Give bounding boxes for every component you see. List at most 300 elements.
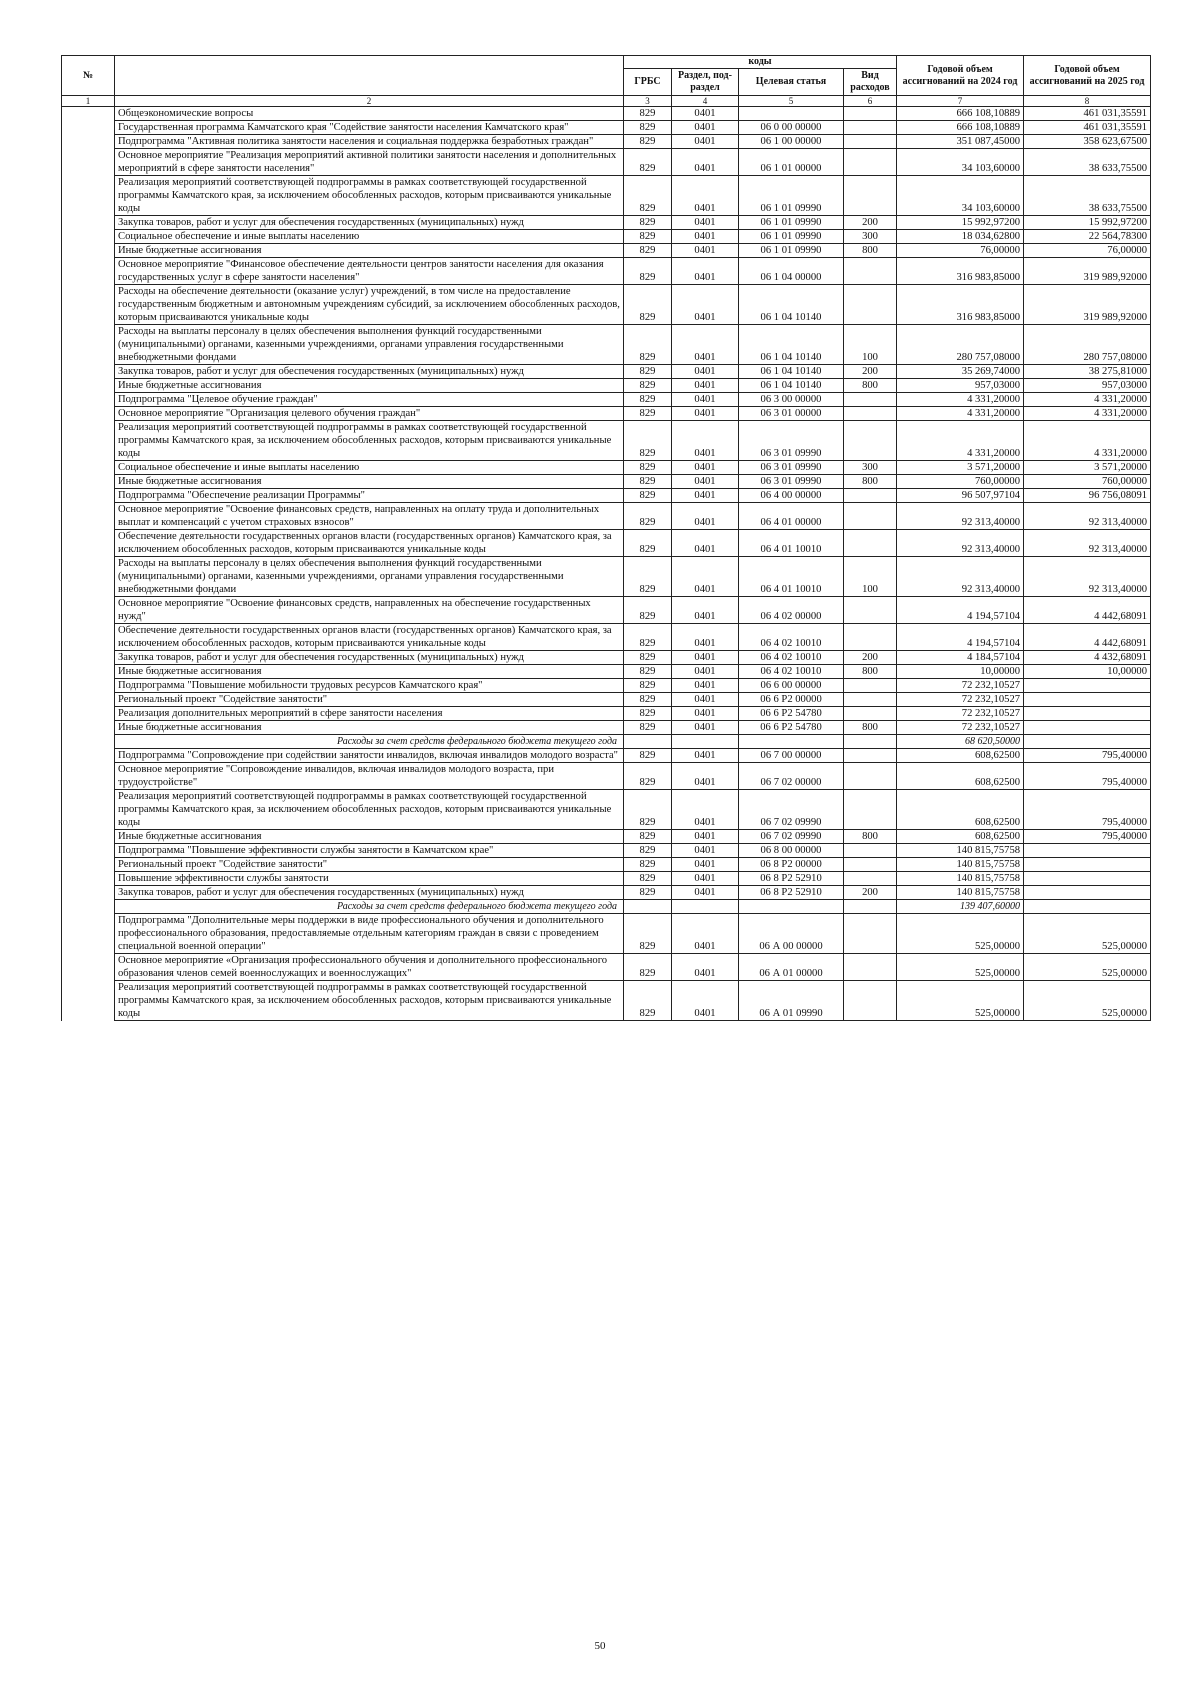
row-target: 06 1 01 09990 — [739, 244, 844, 258]
row-amount-2025: 525,00000 — [1024, 981, 1151, 1021]
row-section: 0401 — [672, 475, 739, 489]
row-amount-2024: 280 757,08000 — [897, 325, 1024, 365]
row-vid — [844, 393, 897, 407]
row-no-cell — [62, 749, 115, 763]
row-name: Подпрограмма "Дополнительные меры поддержки в виде профессионального обучения и дополнительного профессионального образования, предоставляемые отдельным категориям граждан в связи с проведением специальной военной операции" — [115, 914, 624, 954]
row-target: 06 3 01 09990 — [739, 475, 844, 489]
row-vid: 100 — [844, 557, 897, 597]
row-section: 0401 — [672, 665, 739, 679]
table-row — [62, 707, 1151, 721]
row-grbs: 829 — [624, 721, 672, 735]
table-row — [62, 790, 1151, 830]
row-target: 06 1 01 09990 — [739, 176, 844, 216]
row-no-cell — [62, 651, 115, 665]
row-grbs: 829 — [624, 790, 672, 830]
row-vid: 200 — [844, 886, 897, 900]
row-amount-2025: 957,03000 — [1024, 379, 1151, 393]
row-target: 06 4 02 10010 — [739, 624, 844, 651]
row-amount-2024: 3 571,20000 — [897, 461, 1024, 475]
row-amount-2025: 795,40000 — [1024, 830, 1151, 844]
row-no-cell — [62, 421, 115, 461]
row-no-cell — [62, 325, 115, 365]
row-amount-2024: 35 269,74000 — [897, 365, 1024, 379]
row-amount-2024: 140 815,75758 — [897, 844, 1024, 858]
row-target: 06 1 04 00000 — [739, 258, 844, 285]
row-no-cell — [62, 721, 115, 735]
row-section: 0401 — [672, 858, 739, 872]
row-amount-2024: 34 103,60000 — [897, 176, 1024, 216]
row-vid — [844, 530, 897, 557]
table-row — [62, 557, 1151, 597]
row-amount-2024: 525,00000 — [897, 914, 1024, 954]
row-amount-2025 — [1024, 707, 1151, 721]
row-amount-2024: 957,03000 — [897, 379, 1024, 393]
row-name: Подпрограмма "Целевое обучение граждан" — [115, 393, 624, 407]
row-vid — [844, 679, 897, 693]
row-amount-2024: 666 108,10889 — [897, 121, 1024, 135]
row-amount-2025: 76,00000 — [1024, 244, 1151, 258]
row-amount-2024: 316 983,85000 — [897, 285, 1024, 325]
row-target: 06 4 01 10010 — [739, 530, 844, 557]
table-row — [62, 651, 1151, 665]
row-target: 06 6 P2 00000 — [739, 693, 844, 707]
row-amount-2025: 795,40000 — [1024, 749, 1151, 763]
row-vid — [844, 954, 897, 981]
row-amount-2025: 22 564,78300 — [1024, 230, 1151, 244]
row-amount-2025 — [1024, 721, 1151, 735]
row-section: 0401 — [672, 954, 739, 981]
row-grbs: 829 — [624, 393, 672, 407]
row-no-cell — [62, 763, 115, 790]
row-name: Реализация мероприятий соответствующей подпрограммы в рамках соответствующей государственной программы Камчатского края, за исключением обособленных расходов, которым присваиваются уникальные коды — [115, 176, 624, 216]
table-row — [62, 749, 1151, 763]
row-vid — [844, 900, 897, 914]
row-section: 0401 — [672, 244, 739, 258]
row-vid — [844, 735, 897, 749]
row-target: 06 8 00 00000 — [739, 844, 844, 858]
row-target: 06 7 02 09990 — [739, 790, 844, 830]
row-vid: 100 — [844, 325, 897, 365]
row-grbs: 829 — [624, 244, 672, 258]
row-section: 0401 — [672, 530, 739, 557]
row-grbs: 829 — [624, 230, 672, 244]
row-name: Социальное обеспечение и иные выплаты населению — [115, 461, 624, 475]
row-target: 06 3 00 00000 — [739, 393, 844, 407]
table-row — [62, 475, 1151, 489]
row-amount-2024: 4 331,20000 — [897, 393, 1024, 407]
row-grbs: 829 — [624, 665, 672, 679]
row-vid — [844, 503, 897, 530]
row-amount-2024: 72 232,10527 — [897, 721, 1024, 735]
row-section: 0401 — [672, 325, 739, 365]
row-section: 0401 — [672, 557, 739, 597]
row-no-cell — [62, 393, 115, 407]
row-section: 0401 — [672, 489, 739, 503]
row-grbs: 829 — [624, 285, 672, 325]
table-row — [62, 176, 1151, 216]
row-amount-2025 — [1024, 693, 1151, 707]
table-row — [62, 325, 1151, 365]
header-num: 5 — [739, 96, 844, 107]
row-amount-2025 — [1024, 735, 1151, 749]
row-section: 0401 — [672, 216, 739, 230]
row-vid — [844, 914, 897, 954]
row-no-cell — [62, 407, 115, 421]
row-target: 06 8 P2 52910 — [739, 886, 844, 900]
row-target: 06 4 00 00000 — [739, 489, 844, 503]
row-name: Расходы на выплаты персоналу в целях обеспечения выполнения функций государственными (муниципальными) органами, казенными учреждениями, органами управления государственными внебюджетными фондами — [115, 557, 624, 597]
row-name: Повышение эффективности службы занятости — [115, 872, 624, 886]
row-section: 0401 — [672, 651, 739, 665]
row-vid — [844, 707, 897, 721]
row-amount-2024: 96 507,97104 — [897, 489, 1024, 503]
row-target: 06 1 04 10140 — [739, 365, 844, 379]
row-amount-2024: 72 232,10527 — [897, 693, 1024, 707]
row-vid — [844, 176, 897, 216]
table-row — [62, 624, 1151, 651]
table-row — [62, 489, 1151, 503]
row-vid: 200 — [844, 651, 897, 665]
table-row — [62, 421, 1151, 461]
row-vid: 300 — [844, 461, 897, 475]
row-no-cell — [62, 693, 115, 707]
row-grbs: 829 — [624, 886, 672, 900]
table-row — [62, 149, 1151, 176]
row-vid — [844, 790, 897, 830]
table-row — [62, 461, 1151, 475]
table-row — [62, 693, 1151, 707]
row-target: 06 6 P2 54780 — [739, 721, 844, 735]
table-row — [62, 244, 1151, 258]
row-name: Социальное обеспечение и иные выплаты населению — [115, 230, 624, 244]
row-name: Иные бюджетные ассигнования — [115, 244, 624, 258]
header-2025: Годовой объем ассигнований на 2025 год — [1024, 56, 1151, 96]
row-grbs: 829 — [624, 121, 672, 135]
row-amount-2024: 18 034,62800 — [897, 230, 1024, 244]
table-row — [62, 216, 1151, 230]
row-vid: 800 — [844, 665, 897, 679]
row-amount-2024: 4 331,20000 — [897, 407, 1024, 421]
header-section: Раздел, под-раздел — [672, 69, 739, 96]
row-grbs: 829 — [624, 858, 672, 872]
row-amount-2025: 96 756,08091 — [1024, 489, 1151, 503]
row-section: 0401 — [672, 407, 739, 421]
row-section — [672, 735, 739, 749]
row-target: 06 8 P2 52910 — [739, 872, 844, 886]
row-vid — [844, 149, 897, 176]
row-name: Обеспечение деятельности государственных органов власти (государственных органов) Камчатского края, за исключением обособленных расходов, которым присваиваются уникальные коды — [115, 530, 624, 557]
row-section: 0401 — [672, 176, 739, 216]
table-row — [62, 914, 1151, 954]
row-grbs — [624, 900, 672, 914]
table-row — [62, 503, 1151, 530]
row-name: Основное мероприятие "Освоение финансовых средств, направленных на обеспечение государственных нужд" — [115, 597, 624, 624]
row-no-cell — [62, 900, 115, 914]
row-amount-2025 — [1024, 900, 1151, 914]
row-amount-2024: 608,62500 — [897, 749, 1024, 763]
row-section: 0401 — [672, 749, 739, 763]
table-row — [62, 393, 1151, 407]
table-row — [62, 597, 1151, 624]
row-amount-2025: 358 623,67500 — [1024, 135, 1151, 149]
table-row — [62, 258, 1151, 285]
row-section: 0401 — [672, 393, 739, 407]
row-target: 06 4 01 10010 — [739, 557, 844, 597]
row-vid — [844, 121, 897, 135]
row-target: 06 1 04 10140 — [739, 325, 844, 365]
row-vid — [844, 624, 897, 651]
row-grbs: 829 — [624, 830, 672, 844]
row-name: Иные бюджетные ассигнования — [115, 665, 624, 679]
row-name: Расходы на выплаты персоналу в целях обеспечения выполнения функций государственными (муниципальными) органами, казенными учреждениями, органами управления государственными внебюджетными фондами — [115, 325, 624, 365]
row-grbs: 829 — [624, 407, 672, 421]
row-section: 0401 — [672, 721, 739, 735]
row-amount-2025: 92 313,40000 — [1024, 503, 1151, 530]
header-vid: Вид расходов — [844, 69, 897, 96]
row-no-cell — [62, 258, 115, 285]
row-vid — [844, 858, 897, 872]
row-grbs: 829 — [624, 844, 672, 858]
row-no-cell — [62, 365, 115, 379]
row-name: Подпрограмма "Активная политика занятости населения и социальная поддержка безработных граждан" — [115, 135, 624, 149]
row-grbs: 829 — [624, 365, 672, 379]
row-amount-2025: 92 313,40000 — [1024, 557, 1151, 597]
row-name: Подпрограмма "Повышение мобильности трудовых ресурсов Камчатского края" — [115, 679, 624, 693]
row-section: 0401 — [672, 844, 739, 858]
row-name: Расходы за счет средств федерального бюджета текущего года — [115, 900, 624, 914]
row-target: 06 1 04 10140 — [739, 379, 844, 393]
row-no-cell — [62, 461, 115, 475]
header-num: 8 — [1024, 96, 1151, 107]
row-name: Расходы за счет средств федерального бюджета текущего года — [115, 735, 624, 749]
row-amount-2024: 92 313,40000 — [897, 503, 1024, 530]
row-vid — [844, 489, 897, 503]
row-no-cell — [62, 285, 115, 325]
header-grbs: ГРБС — [624, 69, 672, 96]
row-amount-2025: 461 031,35591 — [1024, 107, 1151, 121]
budget-table-sheet — [61, 55, 1150, 1021]
table-row — [62, 365, 1151, 379]
row-section: 0401 — [672, 872, 739, 886]
row-no-cell — [62, 954, 115, 981]
row-amount-2025: 10,00000 — [1024, 665, 1151, 679]
row-target: 06 8 P2 00000 — [739, 858, 844, 872]
row-no-cell — [62, 679, 115, 693]
table-row — [62, 679, 1151, 693]
row-amount-2025: 795,40000 — [1024, 763, 1151, 790]
row-grbs: 829 — [624, 679, 672, 693]
row-amount-2025: 38 275,81000 — [1024, 365, 1151, 379]
row-amount-2025 — [1024, 872, 1151, 886]
row-name: Реализация мероприятий соответствующей подпрограммы в рамках соответствующей государственной программы Камчатского края, за исключением обособленных расходов, которым присваиваются уникальные коды — [115, 981, 624, 1021]
row-name: Реализация мероприятий соответствующей подпрограммы в рамках соответствующей государственной программы Камчатского края, за исключением обособленных расходов, которым присваиваются уникальные коды — [115, 421, 624, 461]
row-name: Закупка товаров, работ и услуг для обеспечения государственных (муниципальных) нужд — [115, 651, 624, 665]
row-amount-2024: 34 103,60000 — [897, 149, 1024, 176]
row-grbs: 829 — [624, 693, 672, 707]
table-row — [62, 886, 1151, 900]
row-no-cell — [62, 665, 115, 679]
row-vid: 800 — [844, 830, 897, 844]
row-grbs — [624, 735, 672, 749]
row-name: Реализация дополнительных мероприятий в сфере занятости населения — [115, 707, 624, 721]
row-grbs: 829 — [624, 489, 672, 503]
row-name: Подпрограмма "Сопровождение при содействии занятости инвалидов, включая инвалидов молодого возраста" — [115, 749, 624, 763]
row-amount-2024: 140 815,75758 — [897, 872, 1024, 886]
row-name: Основное мероприятие "Сопровождение инвалидов, включая инвалидов молодого возраста, при трудоустройстве" — [115, 763, 624, 790]
row-grbs: 829 — [624, 461, 672, 475]
header-num: 6 — [844, 96, 897, 107]
row-no-cell — [62, 790, 115, 830]
row-vid — [844, 872, 897, 886]
row-amount-2025: 461 031,35591 — [1024, 121, 1151, 135]
row-amount-2025: 38 633,75500 — [1024, 149, 1151, 176]
row-amount-2024: 92 313,40000 — [897, 530, 1024, 557]
row-amount-2024: 608,62500 — [897, 763, 1024, 790]
row-amount-2024: 140 815,75758 — [897, 886, 1024, 900]
row-section: 0401 — [672, 886, 739, 900]
row-grbs: 829 — [624, 597, 672, 624]
table-note-row — [62, 735, 1151, 749]
header-name — [115, 56, 624, 96]
row-name: Основное мероприятие "Реализация мероприятий активной политики занятости населения и дополнительных мероприятий в сфере занятости населения" — [115, 149, 624, 176]
table-row — [62, 107, 1151, 121]
row-name: Общеэкономические вопросы — [115, 107, 624, 121]
row-target — [739, 735, 844, 749]
table-row — [62, 763, 1151, 790]
row-section: 0401 — [672, 149, 739, 176]
row-name: Реализация мероприятий соответствующей подпрограммы в рамках соответствующей государственной программы Камчатского края, за исключением обособленных расходов, которым присваиваются уникальные коды — [115, 790, 624, 830]
row-section: 0401 — [672, 258, 739, 285]
row-section: 0401 — [672, 914, 739, 954]
row-amount-2025: 38 633,75500 — [1024, 176, 1151, 216]
row-no-cell — [62, 489, 115, 503]
row-target: 06 1 01 09990 — [739, 216, 844, 230]
row-section: 0401 — [672, 597, 739, 624]
row-amount-2025 — [1024, 844, 1151, 858]
table-row — [62, 530, 1151, 557]
row-amount-2025: 4 331,20000 — [1024, 393, 1151, 407]
row-section: 0401 — [672, 461, 739, 475]
row-amount-2024: 72 232,10527 — [897, 679, 1024, 693]
row-no-cell — [62, 858, 115, 872]
row-vid — [844, 107, 897, 121]
budget-table — [61, 55, 1151, 1021]
row-target — [739, 107, 844, 121]
row-target: 06 1 01 00000 — [739, 149, 844, 176]
row-amount-2024: 4 194,57104 — [897, 624, 1024, 651]
table-row — [62, 844, 1151, 858]
row-amount-2025: 525,00000 — [1024, 954, 1151, 981]
row-name: Иные бюджетные ассигнования — [115, 721, 624, 735]
row-amount-2024: 68 620,50000 — [897, 735, 1024, 749]
row-amount-2024: 140 815,75758 — [897, 858, 1024, 872]
row-no-cell — [62, 230, 115, 244]
row-no-cell — [62, 981, 115, 1021]
row-grbs: 829 — [624, 707, 672, 721]
table-row — [62, 872, 1151, 886]
row-grbs: 829 — [624, 421, 672, 461]
row-vid — [844, 407, 897, 421]
header-num: 2 — [115, 96, 624, 107]
row-vid: 200 — [844, 216, 897, 230]
row-amount-2025: 4 442,68091 — [1024, 624, 1151, 651]
row-no-cell — [62, 135, 115, 149]
row-section: 0401 — [672, 624, 739, 651]
header-num: 7 — [897, 96, 1024, 107]
row-no-cell — [62, 379, 115, 393]
row-name: Основное мероприятие "Организация целевого обучения граждан" — [115, 407, 624, 421]
row-section — [672, 900, 739, 914]
table-row — [62, 379, 1151, 393]
table-row — [62, 135, 1151, 149]
row-no-cell — [62, 624, 115, 651]
row-amount-2024: 608,62500 — [897, 790, 1024, 830]
row-grbs: 829 — [624, 149, 672, 176]
row-vid: 800 — [844, 475, 897, 489]
row-target: 06 7 02 09990 — [739, 830, 844, 844]
row-amount-2024: 608,62500 — [897, 830, 1024, 844]
row-amount-2025: 795,40000 — [1024, 790, 1151, 830]
row-section: 0401 — [672, 421, 739, 461]
row-name: Основное мероприятие "Освоение финансовых средств, направленных на оплату труда и дополнительных выплат и компенсаций с учетом страховых взносов" — [115, 503, 624, 530]
row-target: 06 7 02 00000 — [739, 763, 844, 790]
row-amount-2024: 760,00000 — [897, 475, 1024, 489]
table-row — [62, 858, 1151, 872]
row-no-cell — [62, 216, 115, 230]
row-name: Закупка товаров, работ и услуг для обеспечения государственных (муниципальных) нужд — [115, 365, 624, 379]
row-amount-2024: 525,00000 — [897, 981, 1024, 1021]
row-amount-2025: 15 992,97200 — [1024, 216, 1151, 230]
row-target: 06 1 01 09990 — [739, 230, 844, 244]
row-grbs: 829 — [624, 981, 672, 1021]
row-grbs: 829 — [624, 749, 672, 763]
row-name: Основное мероприятие «Организация профессионального обучения и дополнительного профессионального образования членов семей военнослужащих и военнослужащих" — [115, 954, 624, 981]
row-no-cell — [62, 107, 115, 121]
row-amount-2025: 4 331,20000 — [1024, 407, 1151, 421]
table-row — [62, 285, 1151, 325]
row-target — [739, 900, 844, 914]
row-amount-2025: 760,00000 — [1024, 475, 1151, 489]
row-section: 0401 — [672, 763, 739, 790]
table-header — [62, 56, 1151, 107]
row-amount-2025 — [1024, 679, 1151, 693]
row-name: Расходы на обеспечение деятельности (оказание услуг) учреждений, в том числе на предоставление государственным бюджетным и автономным учреждениям субсидий, за исключением обособленных расходов, которым присваиваются уникальные коды — [115, 285, 624, 325]
row-vid — [844, 285, 897, 325]
row-target: 06 А 01 09990 — [739, 981, 844, 1021]
row-no-cell — [62, 735, 115, 749]
row-amount-2024: 525,00000 — [897, 954, 1024, 981]
row-no-cell — [62, 244, 115, 258]
row-target: 06 А 01 00000 — [739, 954, 844, 981]
row-no-cell — [62, 844, 115, 858]
row-amount-2025: 3 571,20000 — [1024, 461, 1151, 475]
row-name: Государственная программа Камчатского края "Содействие занятости населения Камчатского края" — [115, 121, 624, 135]
row-section: 0401 — [672, 679, 739, 693]
table-row — [62, 230, 1151, 244]
row-target: 06 4 02 10010 — [739, 651, 844, 665]
row-vid: 300 — [844, 230, 897, 244]
row-no-cell — [62, 121, 115, 135]
row-amount-2025: 4 331,20000 — [1024, 421, 1151, 461]
header-num: 1 — [62, 96, 115, 107]
row-no-cell — [62, 530, 115, 557]
row-section: 0401 — [672, 981, 739, 1021]
table-row — [62, 954, 1151, 981]
row-vid — [844, 749, 897, 763]
row-grbs: 829 — [624, 216, 672, 230]
row-name: Региональный проект "Содействие занятости" — [115, 858, 624, 872]
row-vid: 200 — [844, 365, 897, 379]
